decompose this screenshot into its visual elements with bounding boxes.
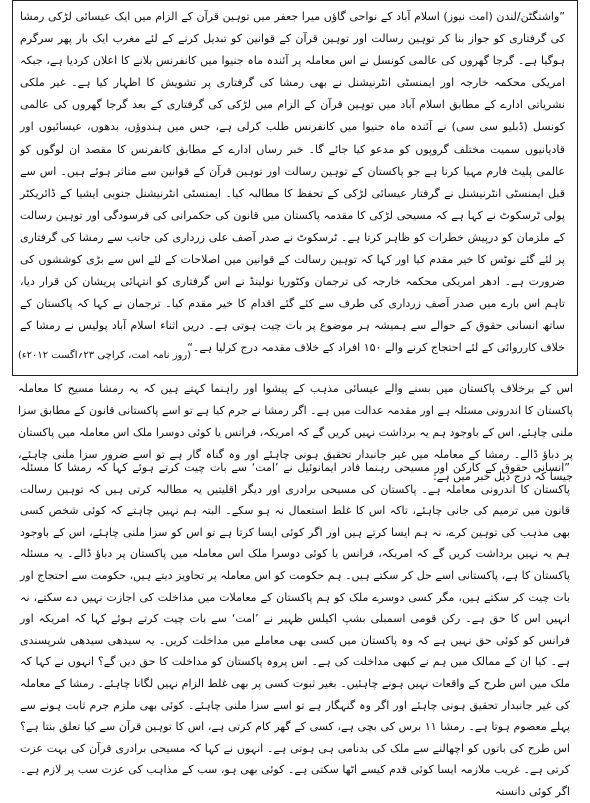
commentary-text: اس کے برخلاف پاکستان میں بسنے والے عیسائی مذہب کے پیشوا اور راہنما کہتے ہیں کہ یہ رمشا مسیح کا معاملہ پاکستان کا اندرونی مسئلہ ہے اور مقدمہ عدالت میں ہے۔ اگر رمشا نے جرم کیا ہے تو اسے پاکستانی قانون کے مطابق سزا ملنی چاہئے، اس کے باوجود ہم یہ برداشت نہیں کریں گے کہ امریکہ، فرانس یا کوئی دوسرا ملک اس معاملہ میں پاکستان پر دباؤ ڈالے۔ رمشا کے معاملہ میں غیر جانبدار تحقیق ہونی چاہئے اور وہ گناہ گار ہے تو اسے ضرور سزا ملنی چاہئے، جیسا کہ درج ذیل خبر میں ہے: bbox=[18, 382, 573, 484]
quoted-news-text: ”واشنگٹن/لندن (امت نیوز) اسلام آباد کے نواحی گاؤں میرا جعفر میں توہین قرآن کے الزام میں ایک عیسائی لڑکی رمشا کی گرفتاری کو جواز بنا کر توہین رسالت اور توہین قرآن کے قوانین کو تبدیل کرنے کے لئے مغرب ایک بار پھر سرگرم ہوگیا ہے۔ گرجا گھروں کی عالمی کونسل نے اس معاملہ پر آئندہ ماہ جنیوا میں کانفرنس بلانے کا اعلان کردیا ہے، جبکہ امریکی محکمہ خارجہ اور ایمنسٹی انٹرنیشنل نے بھی رمشا کی گرفتاری پر تشویش کا اظہار کیا ہے۔ غیر ملکی نشریاتی ادارے کے مطابق اسلام آباد میں توہین قرآن کے الزام میں لڑکی کی گرفتاری کے بعد گرجا گھروں کی عالمی کونسل (ڈبلیو سی سی) نے آئندہ ماہ جنیوا میں کانفرنس طلب کرلی ہے، جس میں ہندوؤں، بدھوں، عیسائیوں اور قادیانیوں سمیت مختلف گروپوں کو مدعو کیا جائے گا۔ خبر رساں ادارے کے مطابق کانفرنس کا مقصد ان لوگوں کو عالمی پلیٹ فارم مہیا کرنا ہے جو پاکستان کے توہین رسالت اور توہین قرآن کے قوانین سے متاثر ہوئے ہیں۔ اس سے قبل ایمنسٹی انٹرنیشنل نے گرفتار عیسائی لڑکی کے تحفظ کا مطالبہ کیا۔ ایمنسٹی انٹرنیشنل جنوبی ایشیا کے ڈائریکٹر پولی ٹرسکوٹ نے کہا ہے کہ مسیحی لڑکی کا مقدمہ پاکستان میں قانون کی حکمرانی کی فرسودگی اور توہین رسالت کے ملزمان کو درپیش خطرات کو ظاہر کرتا ہے۔ ٹرسکوٹ نے صدر آصف علی زرداری کی جانب سے رمشا کی گرفتاری پر لئے گئے نوٹس کا خیر مقدم کیا اور کہا کہ توہین رسالت کے قوانین میں اصلاحات کے لئے اس سے بڑی کوششوں کی ضرورت ہے۔ ادھر امریکی محکمہ خارجہ کی ترجمان وکٹوریا نولینڈ نے اس گرفتاری کو انتہائی پریشان کن قرار دیا، تاہم اس بارے میں صدر آصف زرداری کی طرف سے کئے گئے اقدام کا خیر مقدم کیا۔ ترجمان نے کہا کہ پاکستان کے ساتھ انسانی حقوق کے حوالے سے ہمیشہ ہر موضوع پر بات چیت ہوتی ہے۔ دریں اثناء اسلام آباد پولیس نے رمشا کے خلاف کارروائی کے لئے احتجاج کرنے والے ۱۵۰ افراد کے خلاف مقدمہ درج کرلیا ہے۔“ bbox=[20, 10, 565, 355]
second-quote-text: ”انسانی حقوق کے کارکن اور مسیحی رہنما فادر ایمانوئیل نے ’امت‘ سے بات چیت کرتے ہوئے کہا کہ رمشا کا مسئلہ پاکستان کا اندرونی معاملہ ہے۔ پاکستان کی مسیحی برادری اور دیگر اقلیتیں یہ مطالبہ کرتی ہیں کہ توہین رسالت قانون میں ترمیم کی جانی چاہئے، تاکہ اس کا غلط استعمال نہ ہو سکے۔ البتہ ہم نہیں چاہتے کہ کوئی شخص کسی بھی مذہب کی توہین کرے، نہ ہم ایسا کرتے ہیں اور اگر کوئی ایسا کرتا ہے تو اس کو سزا ملنی چاہئے، اس کے باوجود ہم یہ نہیں برداشت کریں گے کہ امریکہ، فرانس یا کوئی دوسرا ملک اس معاملہ میں پاکستان پر دباؤ ڈالے۔ یہ مسئلہ پاکستان کا ہے، پاکستانی اسے حل کر سکتے ہیں۔ ہم حکومت کو اس معاملہ پر تجاویز دیتے ہیں، حکومت سے احتجاج اور بات چیت کر سکتے ہیں، مگر کسی دوسرے ملک کو ہم پاکستان کے معاملات میں مداخلت کی اجازت نہیں دے سکتے، نہ انہیں اس کا حق ہے۔ رکن قومی اسمبلی بشپ اکیلس ظہیر نے ’امت‘ سے بات چیت کرتے ہوئے کہا کہ امریکہ اور فرانس کو کوئی حق نہیں ہے کہ وہ پاکستان میں کسی بھی معاملے میں مداخلت کریں۔ یہ سیدھی سیدھی شرپسندی ہے۔ کیا ان کے ممالک میں ہم نے کبھی مداخلت کی ہے۔ اس پروہ پاکستان کو مداخلت کا حق دیں گے؟ انہوں نے کہا کہ ملک میں اس طرح کے واقعات نہیں ہونے چاہئیں۔ بغیر ثبوت کسی پر بھی غلط الزام نہیں لگانا چاہئے۔ رمشا کے معاملہ کی غیر جانبدار تحقیق ہونی چاہئے اور اگر وہ گنہگار ہے تو اسے سزا ملنی چاہئے۔ کوئی بھی ملزم جرم ثابت ہونے سے پہلے معصوم ہوتا ہے۔ رمشا ۱۱ برس کی بچی ہے، کسی کے گھر کام کرتی ہے، اس کا توہین قرآن سے کیا تعلق بنتا ہے؟ اس طرح کی باتوں کو اچھالنے سے ملک کی بدنامی ہی ہوتی ہے۔ انہوں نے کہا کہ مسیحی برادری قرآن کی بہت عزت کرتی ہے۔ غریب ملازمہ ایسا کوئی قدم کیسے اٹھا سکتی ہے۔ کوئی بھی ہو، سب کے مذاہب کی عزت سب پر لازم ہے۔ اگر کوئی دانستہ bbox=[20, 461, 570, 798]
source-citation: (روز نامہ امت، کراچی ۲۳؍اگست ۲۰۱۲ء) bbox=[18, 350, 192, 361]
second-quote-paragraph bbox=[20, 457, 570, 803]
quoted-news-paragraph bbox=[20, 6, 565, 360]
